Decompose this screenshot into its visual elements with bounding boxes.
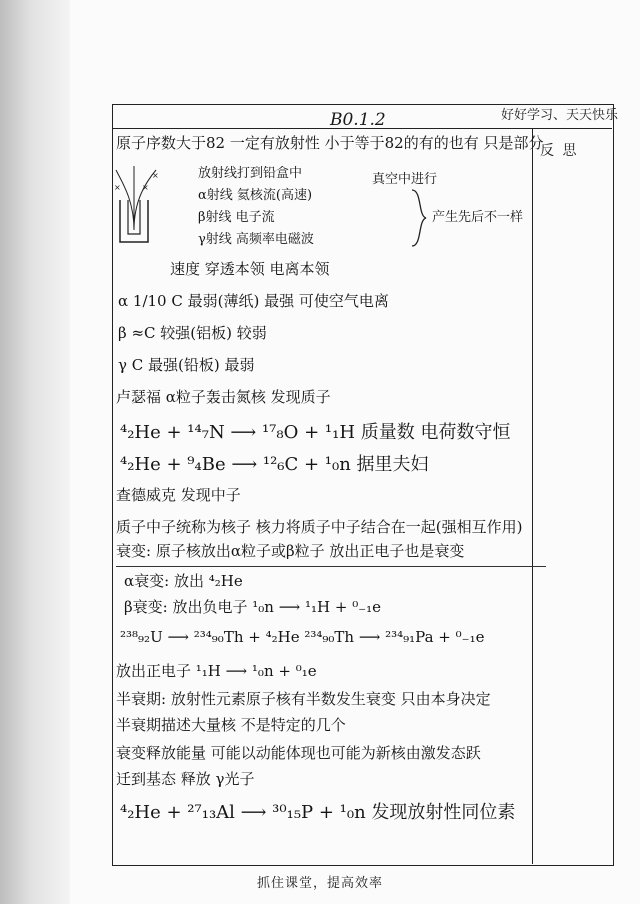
note-line-18: α衰变: 放出 ⁴₂He [124,572,243,590]
note-line-21: 放出正电子 ¹₁H ⟶ ¹₀n + ⁰₁e [116,662,317,680]
note-line-19: β衰变: 放出负电子 ¹₀n ⟶ ¹₁H + ⁰₋₁e [124,598,382,616]
note-line-1: 原子序数大于82 一定有放射性 小于等于82的有的也有 只是部分 [116,134,544,152]
svg-text:×: × [142,183,149,192]
note-line-23: 半衰期描述大量核 不是特定的几个 [116,716,346,734]
note-line-16: 质子中子统称为核子 核力将质子中子结合在一起(强相互作用) [116,518,523,536]
note-line-10: β ≈C 较强(铝板) 较弱 [118,324,267,342]
svg-text:×: × [152,171,159,180]
note-line-12: 卢瑟福 α粒子轰击氮核 发现质子 [116,388,331,406]
note-line-5: γ射线 高频率电磁波 [198,232,314,247]
page-footer: 抓住课堂，提高效率 [256,876,383,891]
note-line-9: α 1/10 C 最弱(薄纸) 最强 可使空气电离 [118,292,389,310]
page-motto: 好好学习、天天快乐 [500,108,618,123]
note-line-20: ²³⁸₉₂U ⟶ ²³⁴₉₀Th + ⁴₂He ²³⁴₉₀Th ⟶ ²³⁴₉₁Pa + ⁰₋₁e [120,628,485,646]
underline-rule [116,566,546,567]
svg-text:×: × [114,183,121,192]
notebook-binding [0,0,70,904]
note-line-26: ⁴₂He + ²⁷₁₃Al ⟶ ³⁰₁₅P + ¹₀n 发现放射性同位素 [120,802,516,823]
note-line-25: 迁到基态 释放 γ光子 [116,770,255,788]
brace-mark [408,188,432,248]
note-line-17: 衰变: 原子核放出α粒子或β粒子 放出正电子也是衰变 [116,542,465,560]
note-line-8: 速度 穿透本领 电离本领 [170,260,330,278]
reflection-column-label: 反 思 [540,143,579,159]
note-line-14: ⁴₂He + ⁹₄Be ⟶ ¹²₆C + ¹₀n 据里夫妇 [120,454,429,475]
note-date: B0.1.2 [330,110,386,130]
note-line-3: α射线 氦核流(高速) [198,188,313,203]
note-line-11: γ C 最强(铅板) 最弱 [118,356,255,374]
note-line-7: 产生先后不一样 [432,210,524,225]
note-line-22: 半衰期: 放射性元素原子核有半数发生衰变 只由本身决定 [116,690,491,708]
note-line-15: 查德威克 发现中子 [116,486,241,504]
note-line-24: 衰变释放能量 可能以动能体现也可能为新核由激发态跃 [116,744,481,762]
reflection-column-divider [532,128,533,864]
note-line-4: β射线 电子流 [198,210,275,225]
note-line-13: ⁴₂He + ¹⁴₇N ⟶ ¹⁷₈O + ¹₁H 质量数 电荷数守恒 [120,422,511,443]
radiation-lead-box-sketch [112,160,182,250]
note-line-2: 放射线打到铅盒中 [198,166,303,181]
note-line-6: 真空中进行 [372,172,438,187]
